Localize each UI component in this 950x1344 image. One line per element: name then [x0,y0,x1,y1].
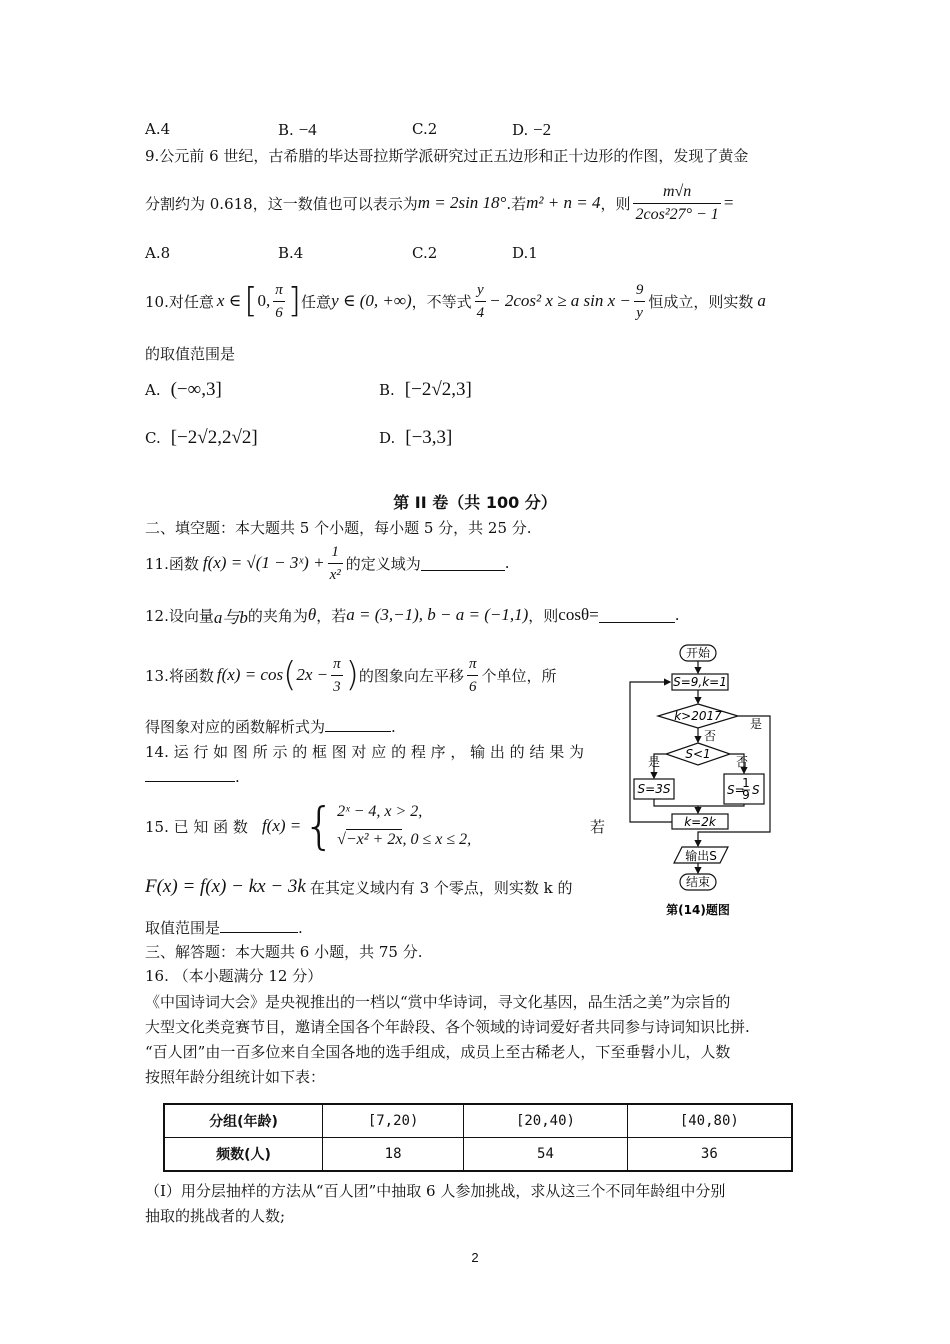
flow-loop-line [630,682,672,822]
q9-option-c: C.2 [412,244,438,262]
q14-line2 [145,767,240,786]
flow-right-den: 9 [742,788,750,802]
q13-paren-open: ( [283,655,297,695]
table-header-cell: 分组(年龄) [164,1104,323,1138]
q13-mid: 的图象向左平移 [358,666,464,685]
q10-option-a [145,376,222,404]
q11-suffix: 的定义域为 [345,554,421,573]
q10-line2: 的取值范围是 [145,345,236,363]
q14-line1: 14. 运 行 如 图 所 示 的 框 图 对 应 的 程 序 ， 输 出 的 结 果 为 [145,743,584,761]
flow-start-label: 开始 [685,646,711,660]
q9-cond-expr: m² + n = 4 [526,193,601,212]
flow-yes1-label: 是 [750,717,763,731]
flow-right-prefix: S= [727,783,745,797]
q10-nine: 9 [634,279,646,302]
q15-cases [337,798,471,854]
table-cell: [20,40) [464,1104,627,1138]
q10-y-over-4 [475,279,487,324]
flow-no2-label: 否 [736,755,749,769]
table-cell: [40,80) [627,1104,792,1138]
flow-no1-label: 否 [704,729,717,743]
q13-answer-blank[interactable] [325,717,391,732]
q16-head: 16. （本小题满分 12 分） [145,967,323,985]
q15-case2: √−x² + 2x, 0 ≤ x ≤ 2, [337,831,472,848]
q12 [145,600,679,630]
q10-ineq-mid: − 2cos² x ≥ a sin x − [489,291,631,310]
q12-expr: a = (3,−1), b − a = (−1,1) [346,605,529,624]
q8-option-d [512,120,551,140]
q11-expr: f(x) = √(1 − 3ˣ) + [202,553,325,572]
q10-x-in: x ∈ [216,291,242,310]
q8-option-a: A.4 [145,120,171,138]
q10-a: a [757,291,766,310]
q8-option-b-label: B. [278,121,294,139]
flow-left-label: S=3S [637,782,671,796]
q15-ruo: 若 [589,817,605,836]
q8-option-b [278,120,317,140]
table-cell: 18 [323,1138,464,1172]
table-cell: 54 [464,1138,627,1172]
q15-case1: 2ˣ − 4, x > 2, [337,803,423,820]
q11-prefix: 11.函数 [145,554,199,573]
table-row [164,1138,792,1172]
q15-prefix: 15. 已 知 函 数 [145,817,248,836]
flow-init-label: S=9,k=1 [673,675,727,689]
flow-caption: 第(14)题图 [666,903,730,917]
q10-option-d [379,424,452,452]
q15-line2-text: 在其定义域内有 3 个零点，则实数 k 的 [309,878,573,897]
flow-update-label: k=2k [684,815,716,829]
q8-option-d-label: D. [512,121,529,139]
q12-cos: cosθ= [558,605,599,624]
q12-prefix: 12.设向量 [145,606,214,625]
q10-y2: y [636,304,643,321]
q16-para2: 大型文化类竞赛节目，邀请全国各个年龄段、各个领域的诗词爱好者共同参与诗词知识比拼. [145,1018,750,1036]
q11-end: . [504,554,510,572]
q12-ab: a与b [213,607,248,627]
q10-opt-b-value: [−2√2,3] [404,379,472,400]
q12-then: ，则 [528,606,559,625]
flowchart [620,642,780,922]
q10-six: 6 [275,304,283,321]
q13-pi2: π [467,653,479,676]
flow-right-suffix: S [752,783,760,797]
q11-answer-blank[interactable] [421,556,505,571]
q10-opt-a-value: (−∞,3] [170,379,222,400]
answer-section-intro: 三、解答题：本大题共 6 小题，共 75 分. [145,943,423,961]
q16-part1-line1: （I）用分层抽样的方法从“百人团”中抽取 6 人参加挑战，求从这三个不同年龄组中分别 [145,1182,726,1200]
q9-frac-den: 2cos²27° − 1 [635,205,719,223]
q8-option-d-value: −2 [533,120,552,139]
q9-fraction [633,181,720,226]
q15-line3 [145,917,303,938]
q12-answer-blank[interactable] [599,608,675,623]
q13-pi-over-3 [331,653,343,698]
q11-num: 1 [328,541,343,564]
q15-case2-cond: , 0 ≤ x ≤ 2, [402,831,472,848]
q10-anyy: 任意 [301,292,332,311]
q12-theta: θ [307,605,317,624]
q10-opt-d-label: D. [379,429,396,447]
flow-output-label: 输出S [685,849,717,863]
q11 [145,540,510,586]
q9-frac-num: m√n [633,181,720,204]
flow-end-label: 结束 [685,875,711,889]
q9-option-a: A.8 [145,244,171,262]
flow-cond2-label: S<1 [685,747,711,761]
q10-opt-c-value: [−2√2,2√2] [170,427,258,448]
q10-9-over-y [634,279,646,324]
flow-merge-line [654,799,744,806]
q13-suffix: 个单位，所 [481,666,557,685]
flow-right-num: 1 [742,776,750,790]
q11-den: x² [329,566,341,583]
q9-m-expr: m = 2sin 18° [417,193,507,212]
q15-line2 [145,874,573,900]
q8-option-b-value: −4 [298,120,317,139]
q13-three: 3 [333,678,341,695]
q10-pi-over-6 [273,279,285,324]
q13-line1 [145,650,556,700]
part2-title: 第 II 卷（共 100 分） [393,493,557,512]
q15-line1 [145,796,605,856]
q13-six: 6 [468,678,477,695]
q11-fraction [328,541,343,586]
q9-option-b: B.4 [278,244,304,262]
q13-prefix: 13.将函数 [145,666,214,685]
q13-inner: 2x − [296,665,329,684]
q15-fx: f(x) = [261,816,302,835]
q10-y-in: y ∈ (0, +∞) [331,291,412,310]
flow-yes2-label: 是 [647,755,661,769]
q10-prefix: 10.对任意 [145,292,214,311]
q16-para4: 按照年龄分组统计如下表： [145,1068,326,1086]
flow-cond1-label: k>2017 [674,709,722,723]
table-cell: 36 [627,1138,792,1172]
q10-opt-c-label: C. [145,429,161,447]
q13-expr: f(x) = cos [216,665,284,684]
q16-para3: “百人团”由一百多位来自全国各地的选手组成，成员上至古稀老人，下至垂髫小儿，人数 [145,1043,731,1061]
q13-line2 [145,716,396,737]
q8-option-c: C.2 [412,120,438,138]
q13-end: . [391,718,396,736]
q16-part1-line2: 抽取的挑战者的人数; [145,1207,286,1225]
q15-line2-expr: F(x) = f(x) − kx − 3k [145,876,306,897]
q13-pi: π [331,653,343,676]
q10-option-b [379,376,472,404]
q12-end: . [674,606,680,624]
q13-paren-close: ) [345,655,359,695]
q9-option-d: D.1 [512,244,538,262]
age-frequency-table [163,1103,793,1172]
q13-line2-text: 得图象对应的函数解析式为 [145,718,326,736]
q9-cond-prefix: .若 [506,194,527,213]
q10-pi: π [273,279,285,302]
table-header-cell: 频数(人) [164,1138,323,1172]
q15-brace: { [303,797,336,855]
q12-mid: 的夹角为 [247,606,308,625]
q10-interval: 0, [257,291,271,310]
q16-para1: 《中国诗词大会》是央视推出的一档以“赏中华诗词，寻文化基因，品生活之美”为宗旨的 [145,993,731,1011]
page-number: 2 [471,1250,479,1265]
q15-end: . [298,919,303,937]
q10-opt-b-label: B. [379,381,395,399]
q13-pi-over-6 [467,653,479,698]
q10-ineq-word: ，不等式 [411,292,472,311]
q15-line3-text: 取值范围是 [145,919,221,937]
q9-line2-prefix: 分割约为 0.618，这一数值也可以表示为 [145,194,418,213]
q15-case2-root: −x² + 2x [345,831,403,848]
q9-line1: 9.公元前 6 世纪，古希腊的毕达哥拉斯学派研究过正五边形和正十边形的作图，发现了黄金 [145,147,749,165]
q10-opt-a-label: A. [145,381,161,399]
q10-tail: 恒成立，则实数 [648,292,754,311]
q14-end: . [235,768,240,786]
q10-bracket-open: [ [244,281,258,321]
q10-option-c [145,424,258,452]
q15-answer-blank[interactable] [220,918,298,933]
q10-y: y [475,279,487,302]
q9-equals: = [723,193,734,212]
q9-line2 [145,180,733,226]
q10-line1 [145,276,766,326]
q10-four: 4 [476,304,485,321]
q10-opt-d-value: [−3,3] [405,427,453,448]
table-row [164,1104,792,1138]
q10-bracket-close: ] [287,281,302,321]
fill-in-intro: 二、填空题：本大题共 5 个小题，每小题 5 分，共 25 分. [145,519,532,537]
q14-answer-blank[interactable] [145,767,235,782]
q9-then: ，则 [600,194,631,213]
q12-cond: ，若 [316,606,347,625]
table-cell: [7,20) [323,1104,464,1138]
